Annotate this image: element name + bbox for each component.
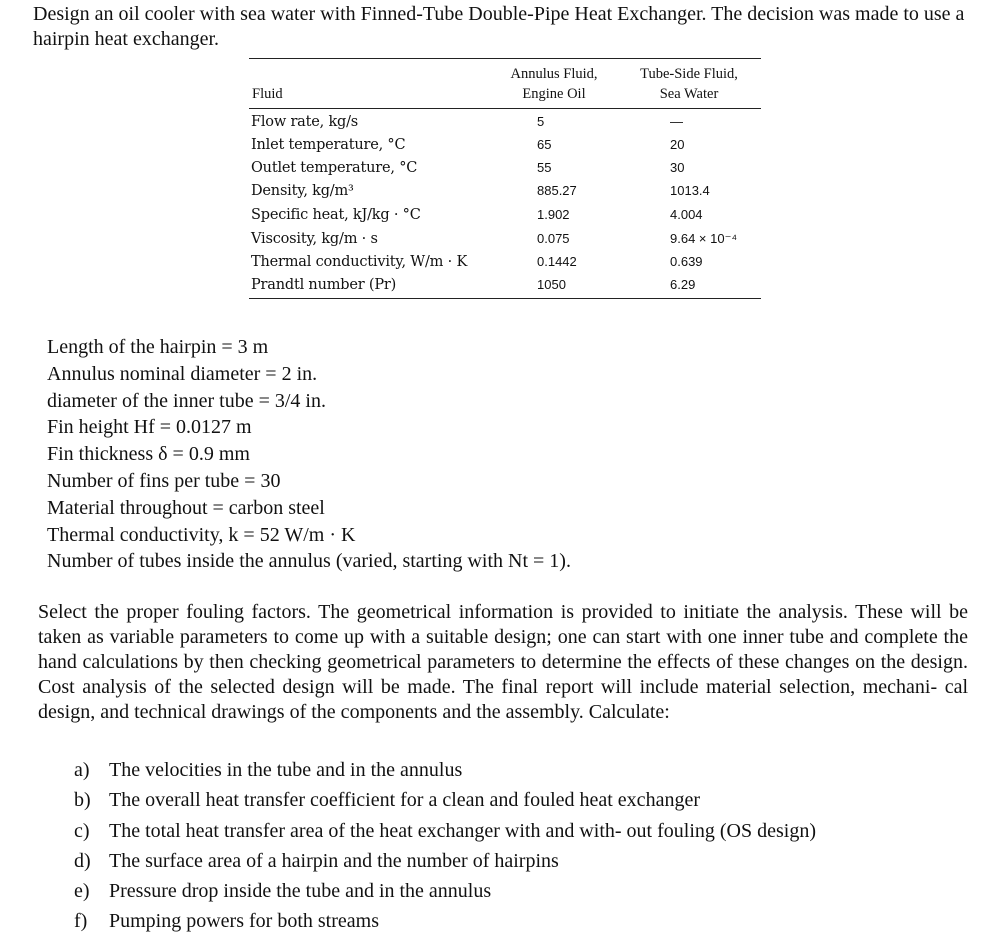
header-tube-line1: Tube-Side Fluid,: [640, 66, 738, 82]
table-row: [0, 229, 1004, 253]
table-bottom-rule: [249, 298, 761, 299]
tube-value: 0.639: [670, 254, 703, 269]
annulus-value: 0.075: [537, 231, 570, 246]
table-row: [0, 252, 1004, 276]
problem-intro: Design an oil cooler with sea water with Finned-Tube Double-Pipe Heat Exchanger. The decision was made to use a hairpin heat exchanger.: [33, 3, 965, 50]
row-label: Inlet temperature, °C: [251, 137, 406, 153]
parameter-item: Number of tubes inside the annulus (varied, starting with Nt = 1).: [47, 550, 571, 573]
tube-value: 20: [670, 137, 685, 152]
question-marker: b): [74, 789, 91, 812]
row-label: Density, kg/m³: [251, 183, 354, 199]
row-label: Thermal conductivity, W/m · K: [251, 254, 468, 270]
question-item: [74, 755, 816, 785]
row-label: Outlet temperature, °C: [251, 160, 418, 176]
header-fluid: Fluid: [252, 86, 283, 102]
question-marker: e): [74, 880, 90, 903]
table-row: [0, 181, 1004, 205]
row-label: Specific heat, kJ/kg · °C: [251, 207, 421, 223]
instructions-paragraph: Select the proper fouling factors. The geometrical information is provided to initiate the analysis. These will be taken as variable parameters to come up with a suitable design; one can start with one inner tube and complete the hand calculations by then checking geometrical parameters to determine the effects of these changes on the design. Cost analysis of the selected design will be made. The final report will include material selection, mechani- cal design, and technical drawings of the components and the assembly. Calculate:: [38, 601, 968, 723]
tube-value: 30: [670, 160, 685, 175]
table-header-rule: [249, 108, 761, 109]
question-item: [74, 785, 816, 815]
row-label: Flow rate, kg/s: [251, 114, 359, 130]
table-row: [0, 205, 1004, 229]
annulus-value: 65: [537, 137, 552, 152]
tube-value: 1013.4: [670, 183, 710, 198]
annulus-value: 1050: [537, 277, 566, 292]
table-row: [0, 158, 1004, 182]
annulus-value: 885.27: [537, 183, 577, 198]
header-tube-line2: Sea Water: [659, 86, 719, 102]
annulus-value: 5: [537, 114, 545, 129]
parameter-item: Length of the hairpin = 3 m: [47, 336, 269, 358]
parameter-item: Fin height Hf = 0.0127 m: [47, 416, 252, 439]
questions-list: [74, 755, 816, 937]
question-item: [74, 846, 816, 876]
question-item: [74, 816, 816, 846]
parameter-item: Annulus nominal diameter = 2 in.: [47, 362, 318, 385]
question-text: The total heat transfer area of the heat exchanger with and with- out fouling (OS design): [109, 819, 816, 842]
parameter-item: Number of fins per tube = 30: [47, 469, 281, 492]
tube-value: 9.64 × 10⁻⁴: [670, 231, 738, 246]
header-tube: [624, 64, 754, 104]
parameter-item: Fin thickness δ = 0.9 mm: [47, 443, 250, 466]
table-row: [0, 275, 1004, 299]
design-parameters-list: [47, 334, 571, 575]
annulus-value: 55: [537, 160, 552, 175]
question-marker: d): [74, 849, 91, 872]
tube-value: —: [670, 114, 683, 129]
table-row: [0, 135, 1004, 159]
parameter-item: Material throughout = carbon steel: [47, 496, 325, 519]
question-item: [74, 906, 816, 936]
header-annulus: [486, 64, 622, 104]
table-top-rule: [249, 58, 761, 59]
parameter-item: Thermal conductivity, k = 52 W/m · K: [47, 523, 356, 546]
row-label: Prandtl number (Pr): [251, 277, 397, 293]
header-annulus-line1: Annulus Fluid,: [510, 66, 598, 82]
annulus-value: 1.902: [537, 207, 570, 222]
header-annulus-line2: Engine Oil: [522, 86, 586, 102]
question-marker: a): [74, 759, 90, 781]
question-item: [74, 876, 816, 906]
tube-value: 4.004: [670, 207, 703, 222]
question-text: The velocities in the tube and in the annulus: [109, 759, 463, 781]
question-text: Pumping powers for both streams: [109, 910, 379, 933]
question-text: Pressure drop inside the tube and in the annulus: [109, 880, 492, 903]
question-text: The surface area of a hairpin and the number of hairpins: [109, 849, 559, 872]
table-row: [0, 112, 1004, 136]
annulus-value: 0.1442: [537, 254, 577, 269]
question-marker: c): [74, 819, 90, 842]
tube-value: 6.29: [670, 277, 696, 292]
question-text: The overall heat transfer coefficient for a clean and fouled heat exchanger: [109, 789, 700, 812]
question-marker: f): [74, 910, 88, 933]
parameter-item: diameter of the inner tube = 3/4 in.: [47, 389, 326, 412]
row-label: Viscosity, kg/m · s: [251, 231, 378, 247]
